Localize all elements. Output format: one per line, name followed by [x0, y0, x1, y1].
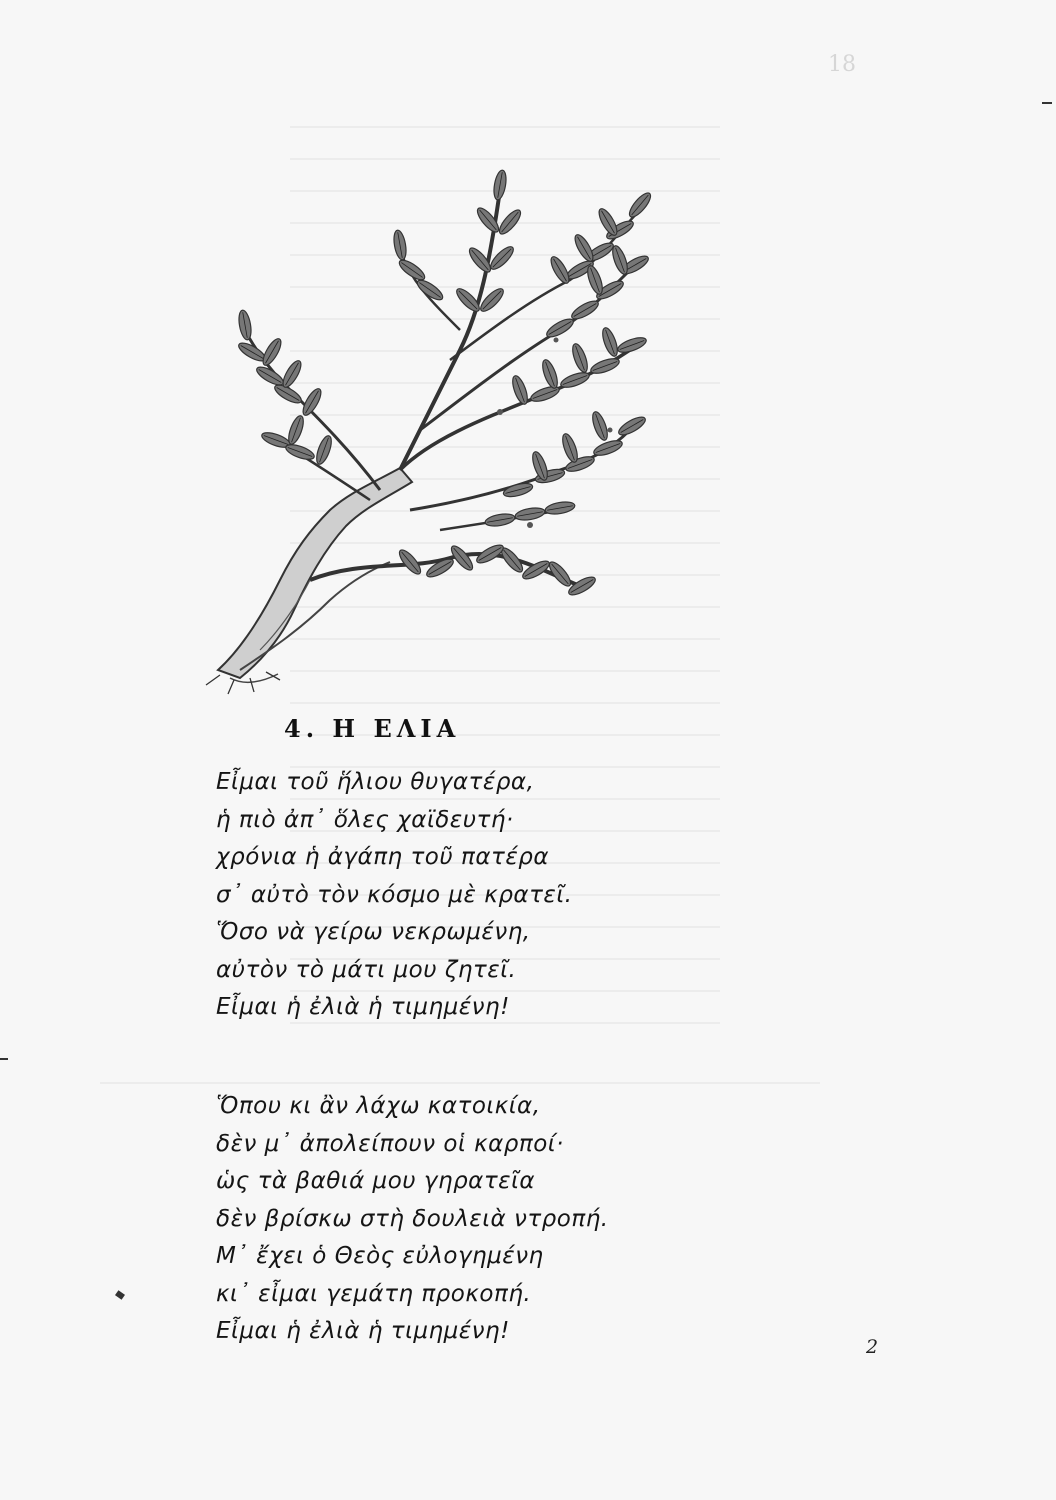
verse-line: Εἶμαι ἡ ἐλιὰ ἡ τιμημένη!	[216, 1318, 510, 1344]
verse-line: Ὅσο νὰ γείρω νεκρωμένη,	[216, 919, 531, 945]
signature-mark: 2	[866, 1336, 879, 1358]
verse-line: αὐτὸν τὸ μάτι μου ζητεῖ.	[216, 956, 517, 983]
ink-speck	[1042, 102, 1052, 104]
verse-line: κι᾽ εἶμαι γεμάτη προκοπή.	[216, 1280, 532, 1307]
verse-line: Ὅπου κι ἂν λάχω κατοικία,	[216, 1093, 541, 1119]
verse-line: σ᾽ αὐτὸ τὸν κόσμο μὲ κρατεῖ.	[216, 881, 573, 908]
poem-title: 4. Η ΕΛΙΑ	[284, 714, 461, 743]
bleed-through-page-number: 18	[828, 52, 856, 77]
verse-line: ἡ πιὸ ἀπ᾽ ὅλες χαϊδευτή·	[216, 806, 514, 833]
verse-line: ὡς τὰ βαθιά μου γηρατεῖα	[216, 1168, 536, 1194]
verse-line: χρόνια ἡ ἀγάπη τοῦ πατέρα	[216, 844, 550, 870]
verse-line: Μ᾽ ἔχει ὁ Θεὸς εὐλογημένη	[216, 1243, 544, 1269]
olive-branch-illustration	[200, 130, 660, 700]
verse-line: Εἶμαι ἡ ἐλιὰ ἡ τιμημένη!	[216, 994, 510, 1020]
verse-line: δὲν μ᾽ ἀπολείπουν οἱ καρποί·	[216, 1130, 564, 1157]
verse-line: δὲν βρίσκω στὴ δουλειὰ ντροπή.	[216, 1205, 609, 1232]
ink-speck	[0, 1058, 8, 1060]
stanza-2	[216, 1088, 609, 1351]
verse-line: Εἶμαι τοῦ ἥλιου θυγατέρα,	[216, 769, 535, 795]
bleed-through-footnote	[100, 1082, 820, 1084]
stanza-1	[216, 764, 572, 1027]
